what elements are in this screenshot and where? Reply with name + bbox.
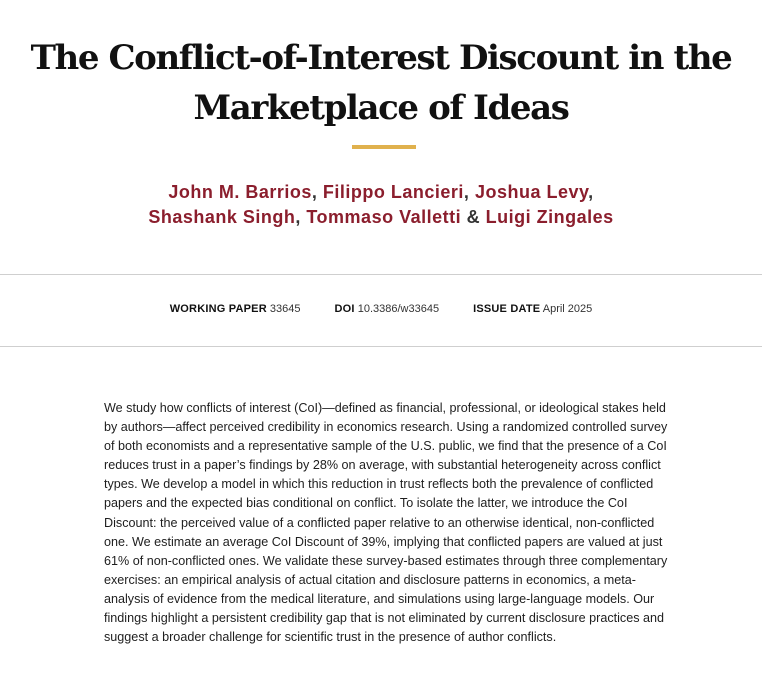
working-paper-number xyxy=(170,303,301,315)
abstract-text: We study how conflicts of interest (CoI)—defined as financial, professional, or ideological stakes held by authors—affect perceived credibility in economics research. Using a randomized controlled survey of both economists and a representative sample of the U.S. public, we find that the presence of a CoI reduces trust in a paper’s findings by 28% on average, with substantial heterogeneity across conflict types. We develop a model in which this reduction in trust reflects both the prevalence of conflicted papers and the expected bias conditional on conflict. To isolate the latter, we introduce the CoI Discount: the perceived value of a conflicted paper relative to an otherwise identical, non-conflicted one. We estimate an average CoI Discount of 39%, implying that conflicted papers are valued at just 61% of non-conflicted ones. We validate these survey-based estimates through three complementary exercises: an empirical analysis of actual citation and disclosure patterns in economics, a meta-analysis of evidence from the medical literature, and simulations using large-language models. Our findings highlight a persistent credibility gap that is not eliminated by current disclosure practices and suggest a broader challenge for scientific trust in the presence of author conflicts. xyxy=(104,401,668,645)
author-link-lancieri[interactable]: Filippo Lancieri xyxy=(322,182,464,202)
issue-date xyxy=(473,303,592,315)
author-separator: , xyxy=(311,182,318,202)
author-link-zingales[interactable]: Luigi Zingales xyxy=(485,207,614,227)
doi-value: 10.3386/w33645 xyxy=(357,303,440,315)
page-title xyxy=(0,33,762,133)
page-title-line-1: The Conflict-of-Interest Discount in the xyxy=(30,37,732,78)
divider-bottom xyxy=(0,346,762,347)
author-line-1 xyxy=(0,180,762,205)
title-accent-rule xyxy=(352,145,416,149)
author-line-2 xyxy=(0,205,762,230)
issue-date-value: April 2025 xyxy=(542,303,593,315)
doi xyxy=(335,303,440,315)
page-title-line-2: Marketplace of Ideas xyxy=(193,87,569,128)
author-link-levy[interactable]: Joshua Levy xyxy=(474,182,589,202)
author-ampersand: & xyxy=(466,207,481,227)
working-paper-value: 33645 xyxy=(269,303,301,315)
author-link-singh[interactable]: Shashank Singh xyxy=(148,207,296,227)
working-paper-label: WORKING PAPER xyxy=(169,303,267,315)
author-separator: , xyxy=(588,182,594,202)
author-link-barrios[interactable]: John M. Barrios xyxy=(168,182,312,202)
paper-metadata xyxy=(0,303,762,315)
author-separator: , xyxy=(463,182,470,202)
abstract xyxy=(104,399,668,647)
issue-date-label: ISSUE DATE xyxy=(473,303,541,315)
author-list xyxy=(0,180,762,230)
author-link-valletti[interactable]: Tommaso Valletti xyxy=(306,207,462,227)
doi-label: DOI xyxy=(334,303,355,315)
divider-top xyxy=(0,274,762,275)
author-separator: , xyxy=(295,207,301,227)
